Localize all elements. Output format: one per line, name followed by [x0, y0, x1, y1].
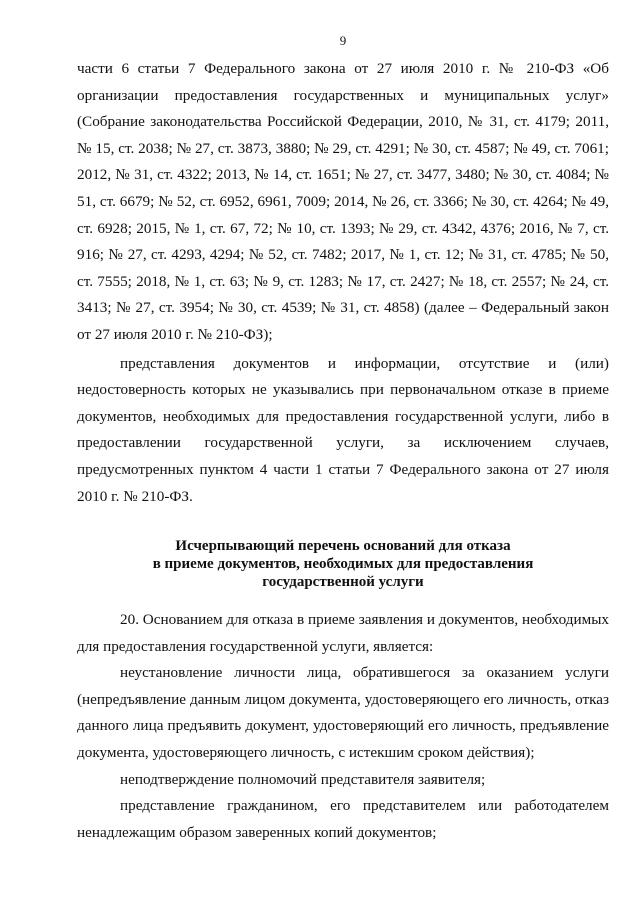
paragraph-copies: представление гражданином, его представителем или работодателем ненадлежащим образом заверенных копий документов; [77, 797, 609, 841]
paragraph-documents-information: представления документов и информации, отсутствие и (или) недостоверность которых не указывались при первоначальном отказе в приеме документов, необходимых для предоставления государственной услуги, либо в предоставлении государственной услуги, за исключением случаев, предусмотренных пунктом 4 части 1 статьи 7 Федерального закона от 27 июля 2010 г. № 210-ФЗ. [77, 354, 609, 505]
section-heading-line-1: Исчерпывающий перечень оснований для отказа [175, 538, 511, 555]
document-body [77, 56, 609, 846]
page-number: 9 [339, 33, 347, 48]
paragraph-legal-reference: части 6 статьи 7 Федерального закона от 27 июля 2010 г. № 210-ФЗ «Об организации предоставления государственных и муниципальных услуг» (Собрание законодательства Российской Федерации, 2010, № 31, ст. 4179; 2011, № 15, ст. 2038; № 27, ст. 3873, 3880; № 29, ст. 4291; № 30, ст. 4587; № 49, ст. 7061; 2012, № 31, ст. 4322; 2013, № 14, ст. 1651; № 27, ст. 3477, 3480; № 30, ст. 4084; № 51, ст. 6679; № 52, ст. 6952, 6961, 7009; 2014, № 26, ст. 3366; № 30, ст. 4264; № 49, ст. 6928; 2015, № 1, ст. 67, 72; № 10, ст. 1393; № 29, ст. 4342, 4376; 2016, № 7, ст. 916; № 27, ст. 4293, 4294; № 52, ст. 7482; 2017, № 1, ст. 12; № 31, ст. 4785; № 50, ст. 7555; 2018, № 1, ст. 63; № 9, ст. 1283; № 17, ст. 2427; № 18, ст. 2557; № 24, ст. 3413; № 27, ст. 3954; № 30, ст. 4539; № 31, ст. 4858) (далее – Федеральный закон от 27 июля 2010 г. № 210-ФЗ); [77, 60, 609, 343]
section-heading-line-3: государственной услуги [262, 574, 424, 591]
section-heading [77, 537, 609, 591]
section-heading-line-2: в приеме документов, необходимых для предоставления [152, 556, 534, 573]
paragraph-item-20: 20. Основанием для отказа в приеме заявления и документов, необходимых для предоставления государственной услуги, является: [77, 611, 609, 655]
paragraph-identity: неустановление личности лица, обратившегося за оказанием услуги (непредъявление данным лицом документа, удостоверяющего его личность, отказ данного лица предъявить документ, удостоверяющий его личность, предъявление документа, удостоверяющего личность, с истекшим сроком действия); [77, 664, 609, 762]
paragraph-authority: неподтверждение полномочий представителя заявителя; [120, 770, 486, 788]
